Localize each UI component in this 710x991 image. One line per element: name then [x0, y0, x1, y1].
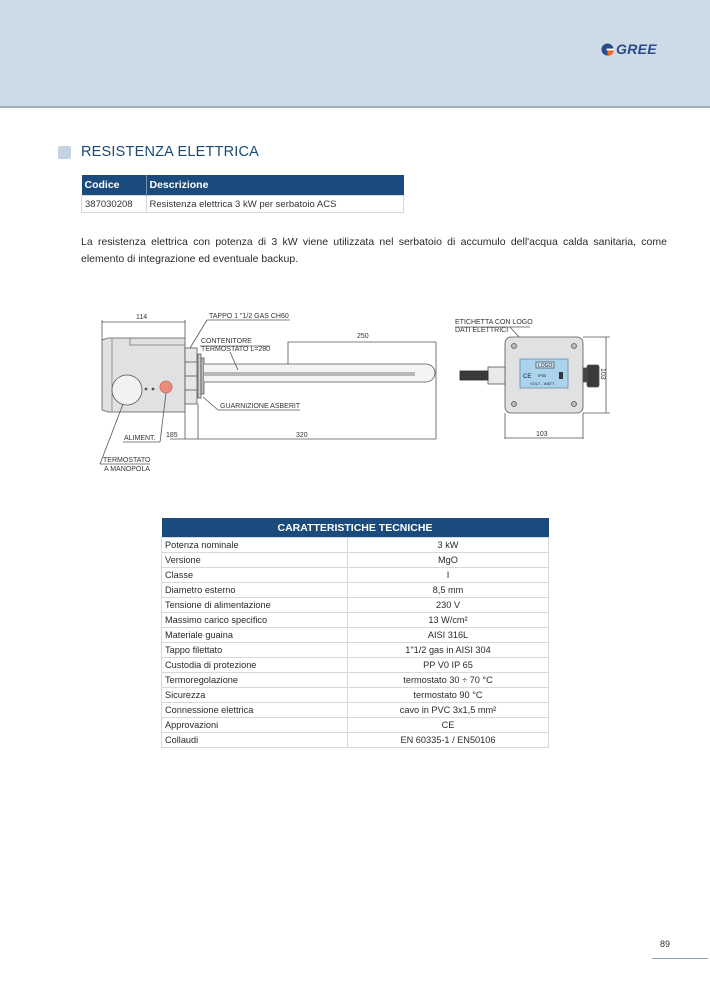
spec-row	[162, 703, 549, 718]
label-contenitore-line2: TERMOSTATO L=280	[201, 346, 271, 353]
spec-row	[162, 583, 549, 598]
spec-label: Approvazioni	[162, 718, 348, 733]
gree-logo-mark-icon	[601, 43, 614, 56]
dim-320-label: 320	[296, 432, 308, 439]
label-contenitore-line1: CONTENITORE	[201, 338, 252, 345]
page-number-rule	[652, 958, 708, 959]
page-number: 89	[660, 939, 671, 949]
spec-label: Sicurezza	[162, 688, 348, 703]
spec-label: Massimo carico specifico	[162, 613, 348, 628]
spec-value: MgO	[348, 553, 549, 568]
spec-row	[162, 718, 549, 733]
logo-text: GREE	[616, 41, 657, 57]
spec-label: Tensione di alimentazione	[162, 598, 348, 613]
label-termostato-line1: TERMOSTATO	[103, 457, 151, 464]
dim-114-label: 114	[136, 314, 148, 321]
spec-row	[162, 598, 549, 613]
intro-paragraph: La resistenza elettrica con potenza di 3 kW viene utilizzata nel serbatoio di accumulo dell'acqua calda sanitaria, come elemento di integrazione ed eventuale backup.	[81, 236, 667, 265]
spec-row	[162, 643, 549, 658]
spec-label: Termoregolazione	[162, 673, 348, 688]
column-header-codice: Codice	[82, 175, 147, 196]
spec-row	[162, 628, 549, 643]
spec-value: 1"1/2 gas in AISI 304	[348, 643, 549, 658]
spec-row	[162, 538, 549, 553]
dim-103-height-label: 103	[599, 368, 606, 380]
spec-label: Classe	[162, 568, 348, 583]
spec-label: Versione	[162, 553, 348, 568]
spec-label: Potenza nominale	[162, 538, 348, 553]
spec-row	[162, 658, 549, 673]
spec-label: Diametro esterno	[162, 583, 348, 598]
label-etichetta-line2: DATI ELETTRICI	[455, 327, 509, 334]
spec-value: AISI 316L	[348, 628, 549, 643]
dim-103-width-label: 103	[536, 431, 548, 438]
technical-drawing	[90, 300, 620, 485]
spec-value: EN 60335-1 / EN50106	[348, 733, 549, 748]
plate-volt-text: VOLT - WATT	[530, 381, 555, 386]
spec-value: PP V0 IP 65	[348, 658, 549, 673]
plate-logo-text: LOGO	[538, 363, 553, 369]
spec-row	[162, 733, 549, 748]
spec-label: Custodia di protezione	[162, 658, 348, 673]
spec-row	[162, 553, 549, 568]
spec-row	[162, 613, 549, 628]
section-title: RESISTENZA ELETTRICA	[81, 144, 260, 160]
column-header-descrizione: Descrizione	[146, 175, 404, 196]
page-header-band	[0, 0, 710, 108]
label-guarnizione: GUARNIZIONE ASBERIT	[220, 403, 301, 410]
section-bullet-icon	[58, 146, 71, 159]
cell-description: Resistenza elettrica 3 kW per serbatoio ACS	[146, 196, 404, 213]
spec-value: 13 W/cm²	[348, 613, 549, 628]
section-heading	[58, 144, 259, 160]
spec-value: 230 V	[348, 598, 549, 613]
spec-label: Materiale guaina	[162, 628, 348, 643]
plate-ip-text: IP55	[538, 373, 547, 378]
spec-value: I	[348, 568, 549, 583]
gree-logo	[601, 41, 657, 57]
spec-value: termostato 30 ÷ 70 °C	[348, 673, 549, 688]
dim-185-label: 185	[166, 432, 178, 439]
spec-value: cavo in PVC 3x1,5 mm²	[348, 703, 549, 718]
spec-label: Collaudi	[162, 733, 348, 748]
spec-row	[162, 688, 549, 703]
spec-row	[162, 673, 549, 688]
spec-value: 8,5 mm	[348, 583, 549, 598]
label-termostato-line2: A MANOPOLA	[104, 466, 150, 473]
dim-250-label: 250	[357, 333, 369, 340]
label-etichetta-line1: ETICHETTA CON LOGO	[455, 319, 533, 326]
spec-table-header-row	[162, 518, 549, 538]
spec-value: termostato 90 °C	[348, 688, 549, 703]
label-aliment: ALIMENT.	[124, 435, 156, 442]
side-view-drawing	[100, 320, 436, 464]
table-header-row	[82, 175, 404, 196]
power-indicator-lamp	[160, 381, 172, 393]
spec-value: CE	[348, 718, 549, 733]
table-row	[82, 196, 404, 213]
technical-specs-table	[161, 518, 549, 748]
label-tappo: TAPPO 1 "1/2 GAS CH60	[209, 313, 289, 320]
cell-code: 387030208	[82, 196, 147, 213]
housing-body	[102, 338, 185, 412]
plate-disposal-icon	[559, 372, 563, 379]
spec-label: Connessione elettrica	[162, 703, 348, 718]
spec-row	[162, 568, 549, 583]
spec-value: 3 kW	[348, 538, 549, 553]
spec-label: Tappo filettato	[162, 643, 348, 658]
plate-ce-mark: CE	[523, 374, 532, 380]
spec-table-title: CARATTERISTICHE TECNICHE	[162, 518, 549, 538]
thermostat-dial	[112, 375, 142, 405]
product-code-table	[81, 175, 404, 213]
